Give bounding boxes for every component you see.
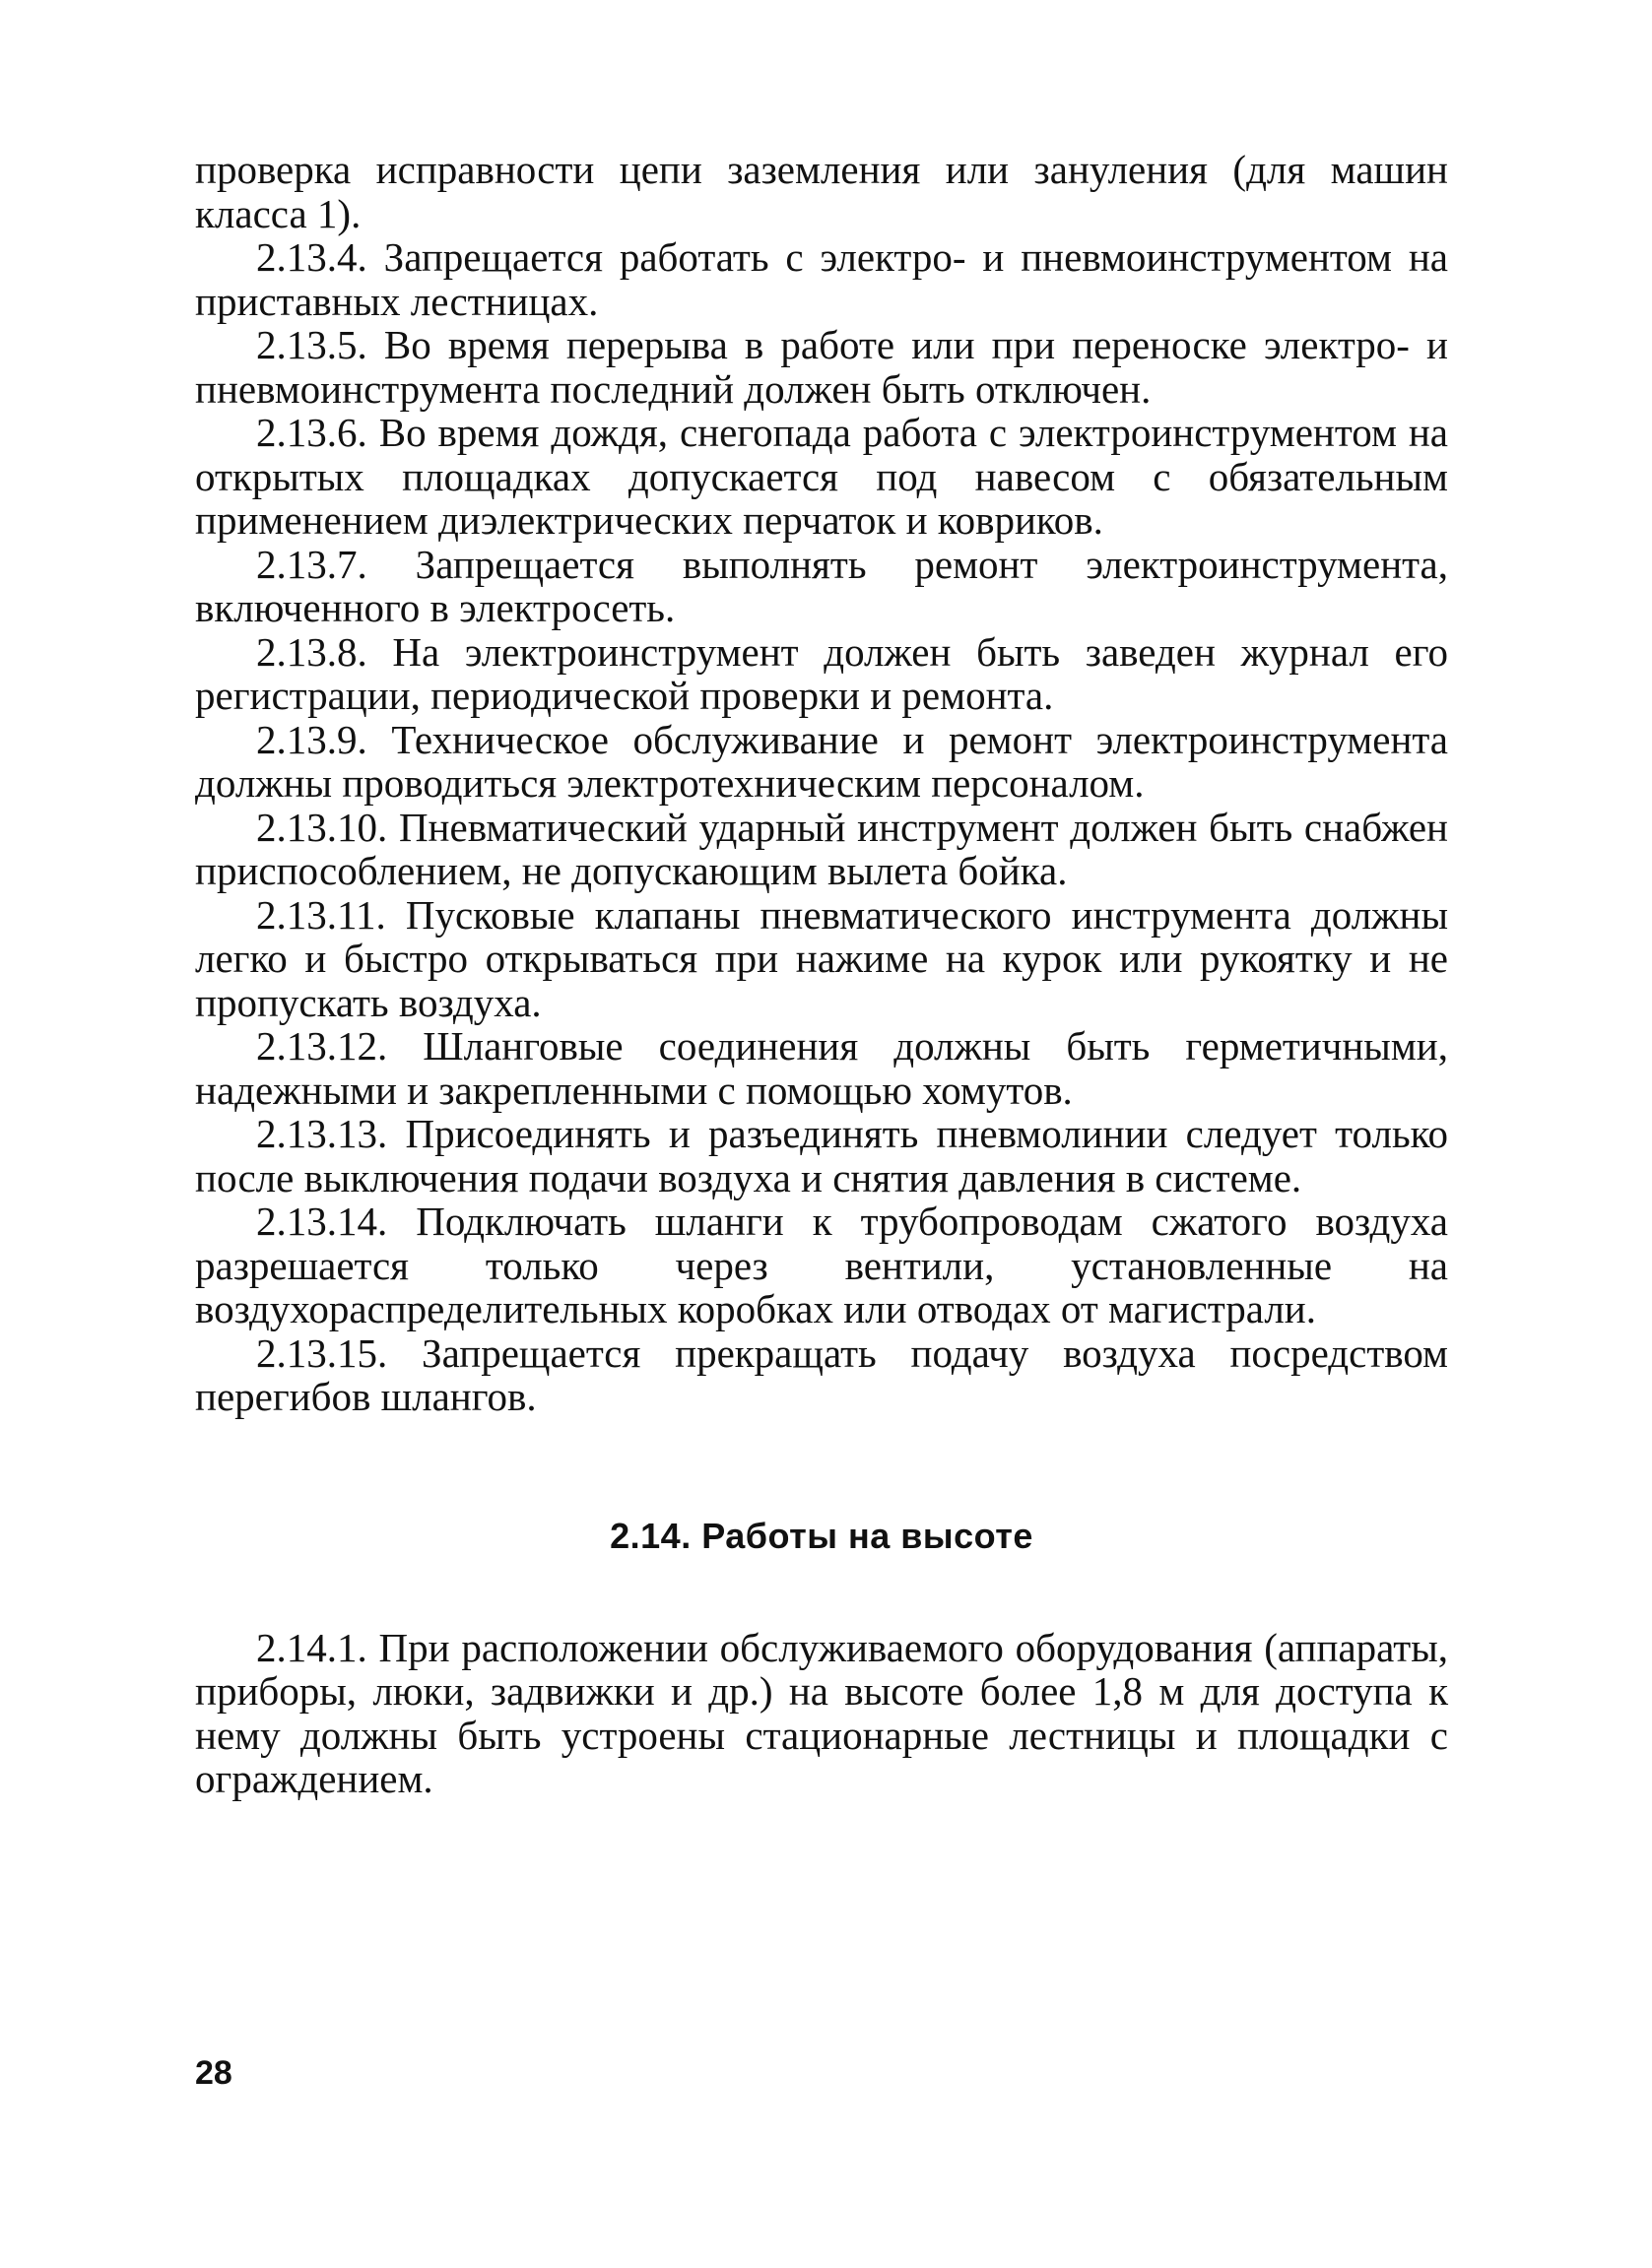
paragraph: 2.13.12. Шланговые соединения должны быть герметичными, надежными и закрепленными с помощью хомутов. xyxy=(195,1023,1448,1113)
paragraph: 2.13.10. Пневматический ударный инструмент должен быть снабжен приспособлением, не допускающим вылета бойка. xyxy=(195,804,1448,893)
paragraphs-after xyxy=(195,1626,1448,1801)
paragraph: 2.13.7. Запрещается выполнять ремонт электроинструмента, включенного в электросеть. xyxy=(195,541,1448,630)
paragraphs-before xyxy=(195,148,1448,1419)
paragraph: 2.13.13. Присоединять и разъединять пневмолинии следует только после выключения подачи воздуха и снятия давления в системе. xyxy=(195,1111,1448,1200)
paragraph: 2.13.6. Во время дождя, снегопада работа с электроинструментом на открытых площадках допускается под навесом с обязательным применением диэлектрических перчаток и ковриков. xyxy=(195,410,1448,543)
paragraph: 2.13.11. Пусковые клапаны пневматического инструмента должны легко и быстро открываться при нажиме на курок или рукоятку и не пропускать воздуха. xyxy=(195,891,1448,1025)
paragraph: 2.13.14. Подключать шланги к трубопроводам сжатого воздуха разрешается только через вентили, установленные на воздухораспределительных коробках или отводах от магистрали. xyxy=(195,1199,1448,1331)
page-number: 28 xyxy=(195,2054,232,2092)
paragraph: 2.13.4. Запрещается работать с электро- и пневмоинструментом на приставных лестницах. xyxy=(195,234,1448,324)
paragraph: 2.13.15. Запрещается прекращать подачу воздуха посредством перегибов шлангов. xyxy=(195,1329,1448,1419)
paragraph: 2.14.1. При расположении обслуживаемого оборудования (аппараты, приборы, люки, задвижки и др.) на высоте более 1,8 м для доступа к нему должны быть устроены стационарные лестницы и площадки с ограждением. xyxy=(195,1624,1448,1801)
paragraph: 2.13.8. На электроинструмент должен быть заведен журнал его регистрации, периодической проверки и ремонта. xyxy=(195,628,1448,718)
paragraph: 2.13.9. Техническое обслуживание и ремонт электроинструмента должны проводиться электротехническим персоналом. xyxy=(195,716,1448,806)
paragraph: 2.13.5. Во время перерыва в работе или при переноске электро- и пневмоинструмента последний должен быть отключен. xyxy=(195,322,1448,412)
section-heading: 2.14. Работы на высоте xyxy=(610,1515,1033,1556)
page-body xyxy=(195,148,1448,1801)
paragraph: проверка исправности цепи заземления или зануления (для машин класса 1). xyxy=(195,147,1448,236)
